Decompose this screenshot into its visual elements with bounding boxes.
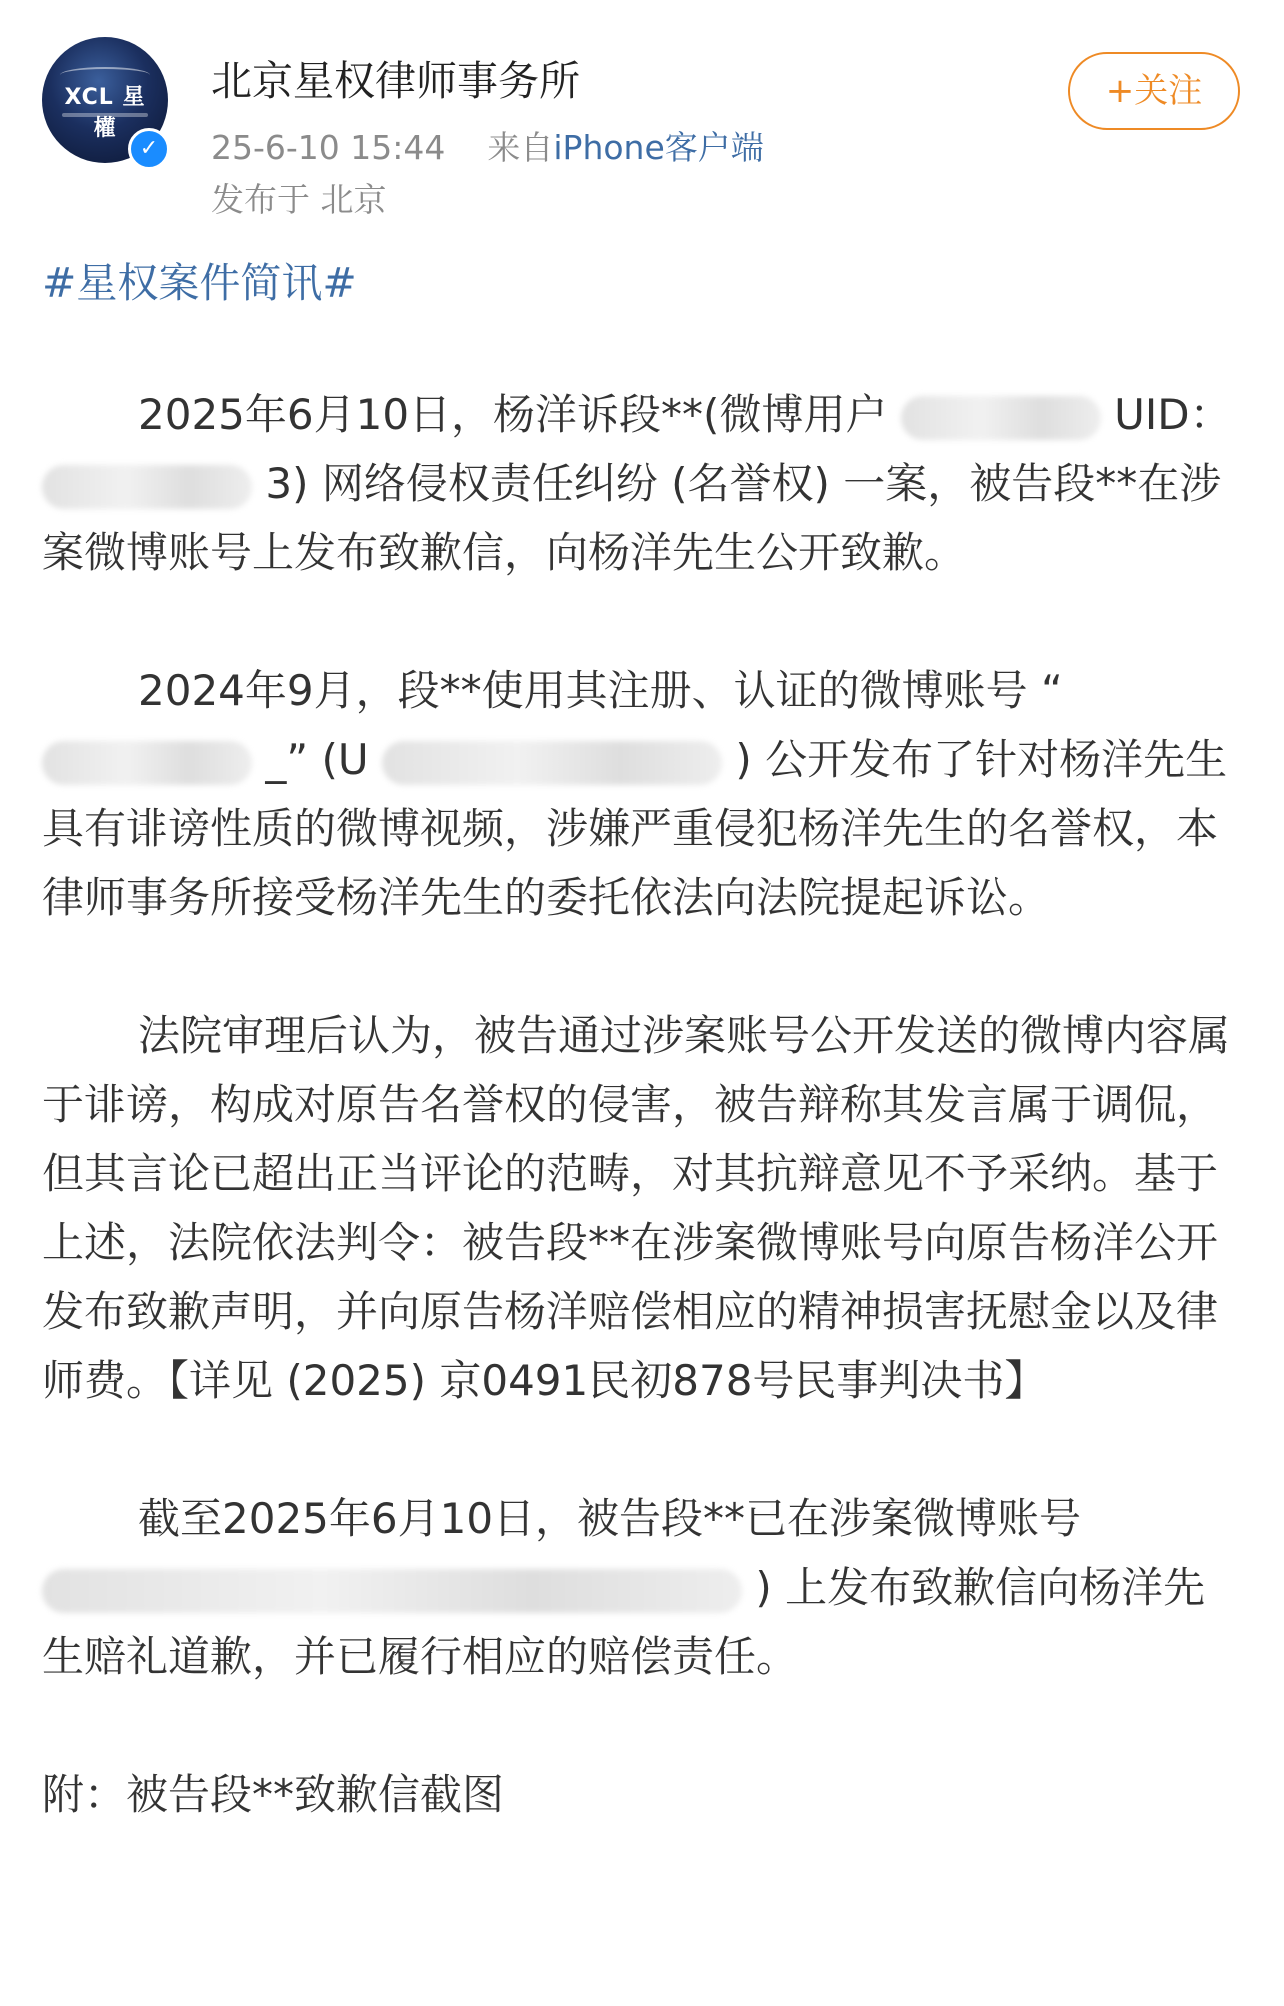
avatar-logo-text: XCL 星權 [64, 85, 146, 141]
account-name[interactable]: 北京星权律师事务所 [211, 57, 580, 105]
redacted-username [901, 396, 1101, 440]
redacted-account-info [42, 1569, 742, 1613]
source-device-link[interactable]: iPhone客户端 [553, 128, 764, 167]
paragraph-3: 法院审理后认为，被告通过涉案账号公开发送的微博内容属于诽谤，构成对原告名誉权的侵害，被告辩称其发言属于调侃，但其言论已超出正当评论的范畴，对其抗辩意见不予采纳。基于上述，法院依法判令：被告段**在涉案微博账号向原告杨洋公开发布致歉声明，并向原告杨洋赔偿相应的精神损害抚慰金以及律师费。【详见 (2025) 京0491民初878号民事判决书】 [42, 1011, 1231, 1405]
source-prefix: 来自 [487, 128, 554, 167]
paragraph-2-quote-open: “ [1040, 666, 1063, 715]
paragraph-1-text-a: 2025年6月10日，杨洋诉段**(微博用户 [138, 390, 888, 439]
paragraph-1-text-b: UID： [1114, 390, 1232, 439]
attachment-note: 附：被告段**致歉信截图 [42, 1770, 505, 1819]
post-timestamp: 25-6-10 15:44 [211, 128, 446, 167]
verified-badge-icon: ✓ [128, 128, 170, 170]
redacted-uid [42, 465, 252, 509]
post-location: 发布于 北京 [211, 180, 387, 219]
paragraph-2-text-a: 2024年9月，段**使用其注册、认证的微博账号 [138, 666, 1028, 715]
redacted-account-uid [382, 741, 722, 785]
follow-button[interactable]: +关注 [1068, 52, 1240, 130]
redacted-account-name [42, 741, 252, 785]
paragraph-2-text-c: _” (U [265, 735, 369, 784]
paragraph-4-text-a: 截至2025年6月10日，被告段**已在涉案微博账号 [138, 1494, 1082, 1543]
hashtag-link[interactable]: #星权案件简讯# [42, 259, 357, 307]
post-body [42, 380, 1242, 1829]
paragraph-4 [42, 1484, 1242, 1691]
avatar-tagline-decoration [62, 113, 148, 117]
paragraph-2 [42, 656, 1242, 932]
paragraph-1-text-c: 3) 网络侵权责任纠纷 (名誉权) 一案，被告段**在涉案微博账号上发布致歉信，向杨洋先生公开致歉。 [42, 459, 1222, 577]
post-header [0, 0, 1284, 230]
paragraph-1 [42, 380, 1242, 587]
post-meta [211, 122, 764, 169]
paragraph-4-text-b: ) 上发布致歉信向杨洋先生赔礼道歉，并已履行相应的赔偿责任。 [42, 1563, 1206, 1681]
paragraph-2-text-d: ) 公开发布了针对杨洋先生具有诽谤性质的微博视频，涉嫌严重侵犯杨洋先生的名誉权，本律师事务所接受杨洋先生的委托依法向法院提起诉讼。 [42, 735, 1228, 922]
